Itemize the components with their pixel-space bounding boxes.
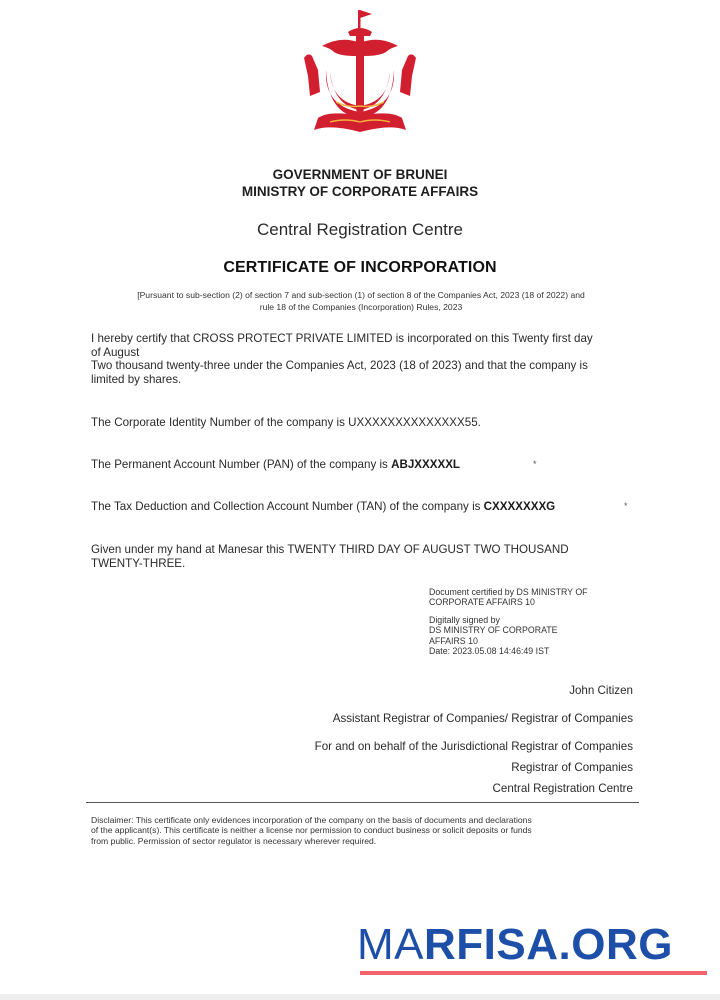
registrar-name: John Citizen xyxy=(569,684,633,697)
pursuant-note: [Pursuant to sub-section (2) of section 7 and sub-section (1) of section 8 of the Companies Act, 2023 (18 of 2022) and rule 18 of the Companies (Incorporation) Rules, 2023 xyxy=(137,290,585,312)
disclaimer: Disclaimer: This certificate only evidences incorporation of the company on the basis of documents and declarations of the applicant(s). This certificate is neither a license nor permission to conduct business or solicit deposits or funds from public. Permission of sector regulator is necessary wherever required. xyxy=(91,815,532,846)
cin-value: UXXXXXXXXXXXXXX55. xyxy=(348,416,481,429)
certification-statement: I hereby certify that CROSS PROTECT PRIVATE LIMITED is incorporated on this Twenty first day of August Two thousand twenty-three under the Companies Act, 2023 (18 of 2023) and that the company is limited by shares. xyxy=(91,332,593,386)
registration-centre: Central Registration Centre xyxy=(492,782,633,795)
on-behalf-line: For and on behalf of the Jurisdictional Registrar of Companies xyxy=(314,740,633,753)
office-name: Central Registration Centre xyxy=(257,220,463,239)
certified-by-block: Document certified by DS MINISTRY OF CORPORATE AFFAIRS 10 xyxy=(429,587,588,608)
watermark-underline xyxy=(360,971,707,975)
given-statement: Given under my hand at Manesar this TWENTY THIRD DAY OF AUGUST TWO THOUSAND TWENTY-THREE. xyxy=(91,543,569,570)
brunei-coat-of-arms-icon xyxy=(300,6,420,138)
marfisa-watermark: MARFISA.ORG xyxy=(357,920,673,969)
tan-statement: The Tax Deduction and Collection Account Number (TAN) of the company is CXXXXXXXG xyxy=(91,500,556,513)
pan-footnote-marker: * xyxy=(533,459,537,469)
digital-signature-block: Digitally signed by DS MINISTRY OF CORPORATE AFFAIRS 10 Date: 2023.05.08 14:46:49 IST xyxy=(429,615,629,657)
tan-value: CXXXXXXXG xyxy=(483,500,556,513)
tan-footnote-marker: * xyxy=(624,501,628,511)
pan-value: ABJXXXXXL xyxy=(391,458,461,471)
divider xyxy=(86,802,639,803)
registrar-office: Registrar of Companies xyxy=(511,761,633,774)
signature-date: Date: 2023.05.08 14:46:49 IST xyxy=(429,646,550,657)
pan-statement: The Permanent Account Number (PAN) of the company is ABJXXXXXL xyxy=(91,458,461,471)
cin-statement: The Corporate Identity Number of the company is UXXXXXXXXXXXXXX55. xyxy=(91,416,481,429)
footer-bar xyxy=(0,994,720,1000)
registrar-title: Assistant Registrar of Companies/ Registrar of Companies xyxy=(332,712,633,725)
government-name: GOVERNMENT OF BRUNEI xyxy=(272,167,448,182)
certificate-title: CERTIFICATE OF INCORPORATION xyxy=(223,259,497,276)
ministry-name: MINISTRY OF CORPORATE AFFAIRS xyxy=(241,184,479,199)
government-heading xyxy=(0,166,720,200)
